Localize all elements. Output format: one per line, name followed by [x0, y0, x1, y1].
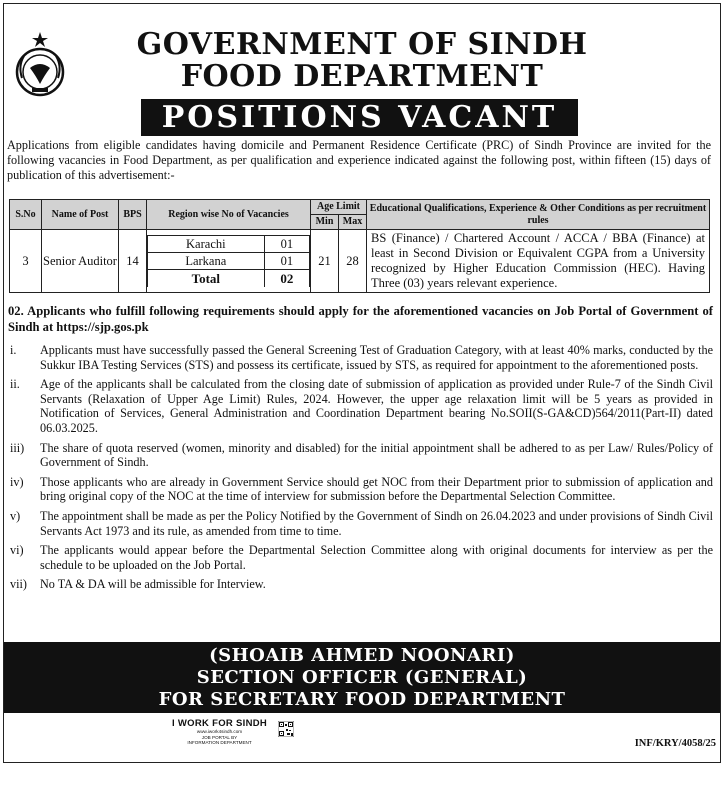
header-age-limit: Age Limit	[311, 200, 367, 215]
list-item-text: The share of quota reserved (women, minority and disabled) for the initial appointment shall be adhered to as per Law/ Rules/Policy of Government of Sindh.	[40, 440, 713, 470]
intro-paragraph: Applications from eligible candidates having domicile and Permanent Residence Certificate (PRC) of Sindh Province are invited for the following vacancies in Food Department, as per qualification and experience indicated against the following post, within fifteen (15) days of publication of this advertisement:-	[7, 138, 711, 182]
list-item	[10, 343, 713, 372]
list-item-text: Applicants must have successfully passed the General Screening Test of Graduation Category, with at least 40% marks, conducted by the Sukkur IBA Testing Services (STS) and possess its certificate, issued by STS, as required for appointment to the aforementioned posts.	[40, 343, 713, 372]
region-total-count: 02	[264, 270, 309, 287]
list-item-number: iii)	[10, 440, 25, 455]
region-breakdown	[147, 235, 310, 287]
list-item-number: vi)	[10, 543, 24, 558]
region-count: 01	[264, 253, 309, 270]
list-item-text: The applicants would appear before the Departmental Selection Committee along with original documents for interview as per the schedule to be uploaded on the Job Portal.	[40, 543, 713, 572]
region-row	[148, 236, 310, 253]
header-post: Name of Post	[42, 200, 119, 230]
region-row	[148, 253, 310, 270]
list-item-text: The appointment shall be made as per the Policy Notified by the Government of Sindh on 26.04.2023 and under provisions of Sindh Civil Servants Act 1973 and its rule, as amended from time to time.	[40, 508, 713, 538]
header-regions: Region wise No of Vacancies	[147, 200, 311, 230]
cell-age-max: 28	[339, 230, 367, 293]
list-item-text: No TA & DA will be admissible for Interview.	[40, 577, 266, 592]
cell-age-min: 21	[311, 230, 339, 293]
reference-number: INF/KRY/4058/25	[634, 738, 716, 749]
requirements-list	[10, 343, 713, 597]
list-item	[10, 475, 713, 504]
region-count: 01	[264, 236, 309, 253]
region-city: Karachi	[148, 236, 265, 253]
logo-title: I WORK FOR SINDH	[172, 718, 268, 729]
signatory-designation: SECTION OFFICER (GENERAL)	[196, 667, 528, 688]
logo-line-department: INFORMATION DEPARTMENT	[187, 740, 252, 745]
header-age-max: Max	[339, 215, 367, 230]
cell-qualifications: BS (Finance) / Chartered Account / ACCA / BBA (Finance) at least in Second Division or Equivalent CGPA from a University recognized by Higher Education Commission (HEC). Having Three (03) years relevant experience.	[367, 230, 710, 293]
list-item-number: v)	[10, 508, 21, 523]
vacancy-table	[9, 199, 710, 293]
list-item	[10, 577, 713, 592]
application-instructions: 02. Applicants who fulfill following requirements should apply for the aforementioned vacancies on Job Portal of Government of Sindh at https://sjp.gos.pk	[8, 304, 713, 334]
header-age-min: Min	[311, 215, 339, 230]
region-total-row	[148, 270, 310, 287]
region-total-label: Total	[148, 270, 265, 287]
signatory-on-behalf: FOR SECRETARY FOOD DEPARTMENT	[158, 689, 566, 710]
header-title-department: FOOD DEPARTMENT	[180, 59, 544, 94]
list-item-number: ii.	[10, 377, 20, 392]
list-item	[10, 543, 713, 572]
region-city: Larkana	[148, 253, 265, 270]
header-qualifications: Educational Qualifications, Experience & Other Conditions as per recruitment rules	[367, 200, 710, 230]
list-item	[10, 377, 713, 435]
cell-regions	[147, 230, 311, 293]
list-item-number: iv)	[10, 474, 24, 489]
header-title-government: GOVERNMENT OF SINDH	[136, 27, 588, 62]
cell-bps: 14	[119, 230, 147, 293]
table-row	[10, 230, 710, 293]
header-sno: S.No	[10, 200, 42, 230]
list-item-text: Those applicants who are already in Government Service should get NOC from their Department prior to submission of application and bring original copy of the NOC at the time of interview for submission before the Departmental Selection Committee.	[40, 474, 713, 504]
logo-line-portal: JOB PORTAL BY	[201, 734, 238, 740]
signatory-name: (SHOAIB AHMED NOONARI)	[209, 645, 515, 666]
i-work-for-sindh-logo	[172, 718, 302, 758]
list-item-number: i.	[10, 343, 17, 357]
list-item-number: vii)	[10, 577, 27, 592]
header-bps: BPS	[119, 200, 147, 230]
positions-vacant-banner: POSITIONS VACANT	[141, 99, 578, 136]
list-item	[10, 509, 713, 538]
qr-code-icon	[278, 721, 294, 737]
logo-url: www.iwork4sindh.com	[196, 729, 243, 734]
list-item-text: Age of the applicants shall be calculated from the closing date of submission of application as provided under Rule-7 of the Sindh Civil Servants (Relaxation of Upper Age Limit) Rules, 2024. However, the upper age relaxation limit will be 5 years as provided in Notification of Services, General Administration and Coordination Department bearing No.SOII(S-GA&CD)564/2011(Part-II) dated 06.03.2025.	[40, 377, 713, 435]
table-header-row	[10, 200, 710, 215]
cell-sno: 3	[10, 230, 42, 293]
list-item	[10, 441, 713, 470]
cell-post: Senior Auditor	[42, 230, 119, 293]
signature-block	[4, 642, 720, 713]
